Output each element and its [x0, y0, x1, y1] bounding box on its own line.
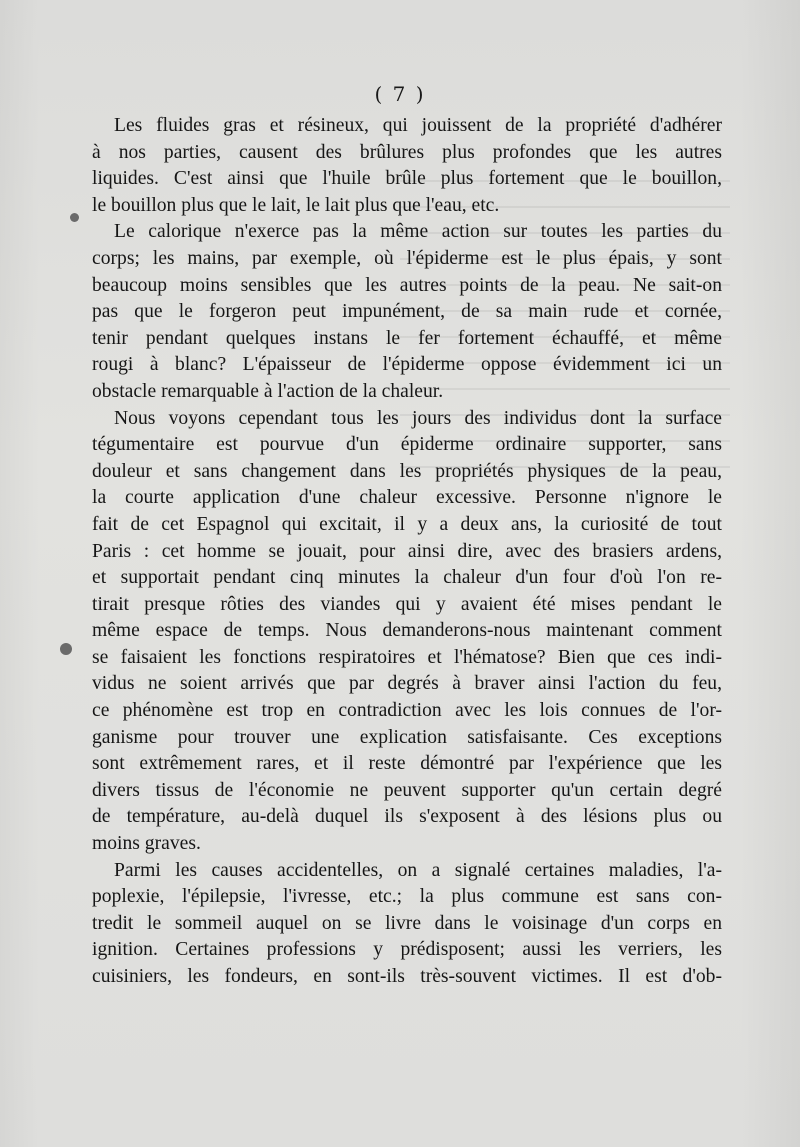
text-line: Nous voyons cependant tous les jours des individus dont la surface [114, 407, 722, 429]
text-line: rougi à blanc? L'épaisseur de l'épiderme oppose évidemment ici un [92, 354, 722, 376]
text-line: Paris : cet homme se jouait, pour ainsi dire, avec des brasiers ardens, [92, 540, 722, 562]
text-line: liquides. C'est ainsi que l'huile brûle plus fortement que le bouillon, [92, 168, 722, 190]
ink-spot [70, 213, 79, 222]
text-line: corps; les mains, par exemple, où l'épiderme est le plus épais, y sont [92, 247, 722, 269]
text-line: moins graves. [92, 833, 201, 855]
text-line: la courte application d'une chaleur excessive. Personne n'ignore le [92, 487, 722, 509]
page-number: ( 7 ) [374, 82, 426, 106]
page-gutter-shadow [0, 0, 40, 1147]
text-line: Parmi les causes accidentelles, on a signalé certaines maladies, l'a- [114, 859, 722, 881]
text-line: à nos parties, causent des brûlures plus profondes que les autres [92, 141, 722, 163]
body-text [92, 113, 722, 991]
text-line: ignition. Certaines professions y prédisposent; aussi les verriers, les [92, 939, 722, 961]
text-line: vidus ne soient arrivés que par degrés à braver ainsi l'action du feu, [92, 673, 722, 695]
ink-spot [60, 643, 72, 655]
text-line: beaucoup moins sensibles que les autres points de la peau. Ne sait-on [92, 274, 722, 296]
text-line: se faisaient les fonctions respiratoires et l'hématose? Bien que ces indi- [92, 646, 722, 668]
text-line: obstacle remarquable à l'action de la chaleur. [92, 380, 444, 402]
text-line: Le calorique n'exerce pas la même action sur toutes les parties du [114, 221, 722, 243]
page-edge-shadow [740, 0, 800, 1147]
text-line: ce phénomène est trop en contradiction avec les lois connues de l'or- [92, 700, 722, 722]
text-line: pas que le forgeron peut impunément, de sa main rude et cornée, [92, 301, 722, 323]
text-line: de température, au-delà duquel ils s'exposent à des lésions plus ou [92, 806, 722, 828]
text-line: tégumentaire est pourvue d'un épiderme ordinaire supporter, sans [92, 434, 722, 456]
text-line: sont extrêmement rares, et il reste démontré par l'expérience que les [92, 753, 722, 775]
text-line: et supportait pendant cinq minutes la chaleur d'un four d'où l'on re- [92, 567, 722, 589]
text-line: poplexie, l'épilepsie, l'ivresse, etc.; la plus commune est sans con- [92, 886, 722, 908]
text-line: tirait presque rôties des viandes qui y avaient été mises pendant le [92, 593, 722, 615]
text-line: fait de cet Espagnol qui excitait, il y a deux ans, la curiosité de tout [92, 513, 722, 535]
text-line: tredit le sommeil auquel on se livre dans le voisinage d'un corps en [92, 912, 722, 934]
text-line: le bouillon plus que le lait, le lait plus que l'eau, etc. [92, 194, 500, 216]
text-line: même espace de temps. Nous demanderons-nous maintenant comment [92, 620, 722, 642]
text-line: ganisme pour trouver une explication satisfaisante. Ces exceptions [92, 726, 722, 748]
text-line: tenir pendant quelques instans le fer fortement échauffé, et même [92, 327, 722, 349]
text-line: cuisiniers, les fondeurs, en sont-ils très-souvent victimes. Il est d'ob- [92, 966, 722, 987]
text-line: douleur et sans changement dans les propriétés physiques de la peau, [92, 460, 722, 482]
text-line: Les fluides gras et résineux, qui jouissent de la propriété d'adhérer [114, 115, 722, 136]
text-line: divers tissus de l'économie ne peuvent supporter qu'un certain degré [92, 779, 722, 801]
